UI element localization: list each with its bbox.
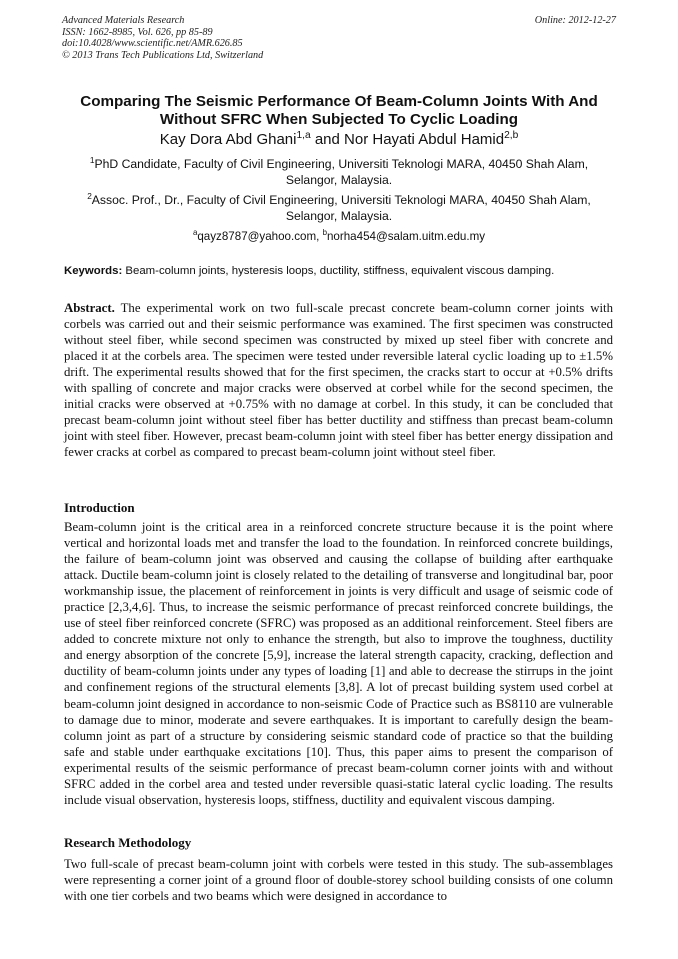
introduction-text: Beam-column joint is the critical area in a reinforced concrete structure because it is the point where vertical and horizontal loads met and transfer the load to the foundation. In reinforced concrete buildings, the failure of beam-column joint was observed and causing the collapse of building after earthquake attack. Ductile beam-column joint is closely related to the detailing of transverse and longitudinal bar, poor workmanship issue, the placement of reinforcement in joints is very difficult and usage of seismic code of practice [2,3,4,6]. Thus, to increase the seismic performance of precast reinforced concrete buildings, the use of steel fiber reinforced concrete (SFRC) was proposed as an additional reinforcement. Steel fibers are added to concrete mixture not only to enhance the strength, but also to improve the toughness, ductility and energy absorption of the concrete [5,9], increase the lateral strength capacity, cracking, deflection and ductility of beam-column joints under any types of loading [1] and able to decrease the stirrups in the joint and confinement regions of the structural elements [3,8]. A lot of precast building system used corbel at beam-column joint designed in accordance to non-seismic Code of Practice such as BS8110 are vulnerable to damage due to minor, moderate and severe earthquakes. It is important to carefully design the beam-column joint as part of a structure by considering seismic standard code of practice so that the building safe and stable under earthquake excitations [10]. Thus, this paper aims to present the comparison of experimental results of the seismic performance of precast beam-column corner joints with and without SFRC added in the corbel area and tested under reversible quasi-static lateral cyclic loading. The results include visual observation, hysteresis loops, stiffness, ductility and equivalent viscous damping.	[64, 520, 613, 807]
keywords-text: Beam-column joints, hysteresis loops, ductility, stiffness, equivalent viscous damping.	[125, 265, 555, 277]
section-heading-introduction: Introduction	[64, 500, 135, 515]
author-1: Kay Dora Abd Ghani	[159, 131, 297, 148]
author-joiner: and	[314, 131, 340, 148]
online-date: Online: 2012-12-27	[534, 15, 616, 26]
author-1-affil: 1,a	[296, 130, 311, 141]
journal-name: Advanced Materials Research	[62, 15, 185, 26]
email-line	[0, 229, 678, 244]
journal-doi: doi:10.4028/www.scientific.net/AMR.626.85	[62, 38, 243, 50]
affiliation-1-text: PhD Candidate, Faculty of Civil Engineering, Universiti Teknologi MARA, 40450 Shah Alam, Selangor, Malaysia.	[94, 157, 589, 187]
abstract-label: Abstract.	[64, 301, 115, 315]
abstract-text: The experimental work on two full-scale precast concrete beam-column corner joints with corbels was carried out and their seismic performance was examined. The first specimen was constructed without steel fiber, while second specimen was constructed by mixed up steel fiber with concrete and placed it at the corbels area. The specimen were tested under reversible lateral cyclic loading up to ±1.5% drift. The experimental results showed that for the first specimen, the cracks start to occur at +0.5% drifts with spalling of concrete and major cracks were observed at corbel while for the second specimen, the initial cracks were observed at +0.75% with no damage at corbel. In this study, it can be concluded that precast beam-column joint without steel fiber has better ductility and stiffness than precast beam-column joint with steel fiber. However, precast beam-column joint with steel fiber has better energy dissipation and fewer cracks at corbel as compared to precast beam-column joint without steel fiber.	[64, 301, 614, 460]
affiliation-1	[70, 156, 608, 188]
methodology-text: Two full-scale of precast beam-column joint with corbels were tested in this study. The sub-assemblages were representing a corner joint of a ground floor of double-storey school building consists of one column with one tier corbels and two beams which were designed in accordance to	[64, 857, 613, 904]
affiliation-2-text: Assoc. Prof., Dr., Faculty of Civil Engineering, Universiti Teknologi MARA, 40450 Shah Alam, Selangor, Malaysia.	[91, 193, 591, 223]
email-2[interactable]: norha454@salam.uitm.edu.my	[326, 230, 486, 243]
email-2-sup: b	[322, 228, 327, 238]
paper-title: Comparing The Seismic Performance Of Beam-Column Joints With And Without SFRC When Subjected To Cyclic Loading	[80, 93, 598, 128]
email-1-sup: a	[192, 228, 198, 238]
journal-issn: ISSN: 1662-8985, Vol. 626, pp 85-89	[62, 26, 213, 38]
author-2: Nor Hayati Abdul Hamid	[344, 131, 505, 148]
journal-header	[62, 15, 616, 61]
author-line	[0, 131, 678, 149]
section-heading-methodology: Research Methodology	[64, 835, 192, 850]
affiliation-1-num: 1	[89, 154, 95, 165]
keywords	[64, 264, 618, 279]
email-1[interactable]: qayz8787@yahoo.com,	[197, 230, 320, 243]
journal-copyright: © 2013 Trans Tech Publications Ltd, Switzerland	[62, 49, 264, 61]
keywords-label: Keywords:	[64, 265, 123, 277]
abstract	[64, 300, 613, 460]
affiliation-2-num: 2	[87, 190, 92, 201]
affiliation-2	[70, 192, 608, 224]
author-2-affil: 2,b	[504, 130, 519, 141]
